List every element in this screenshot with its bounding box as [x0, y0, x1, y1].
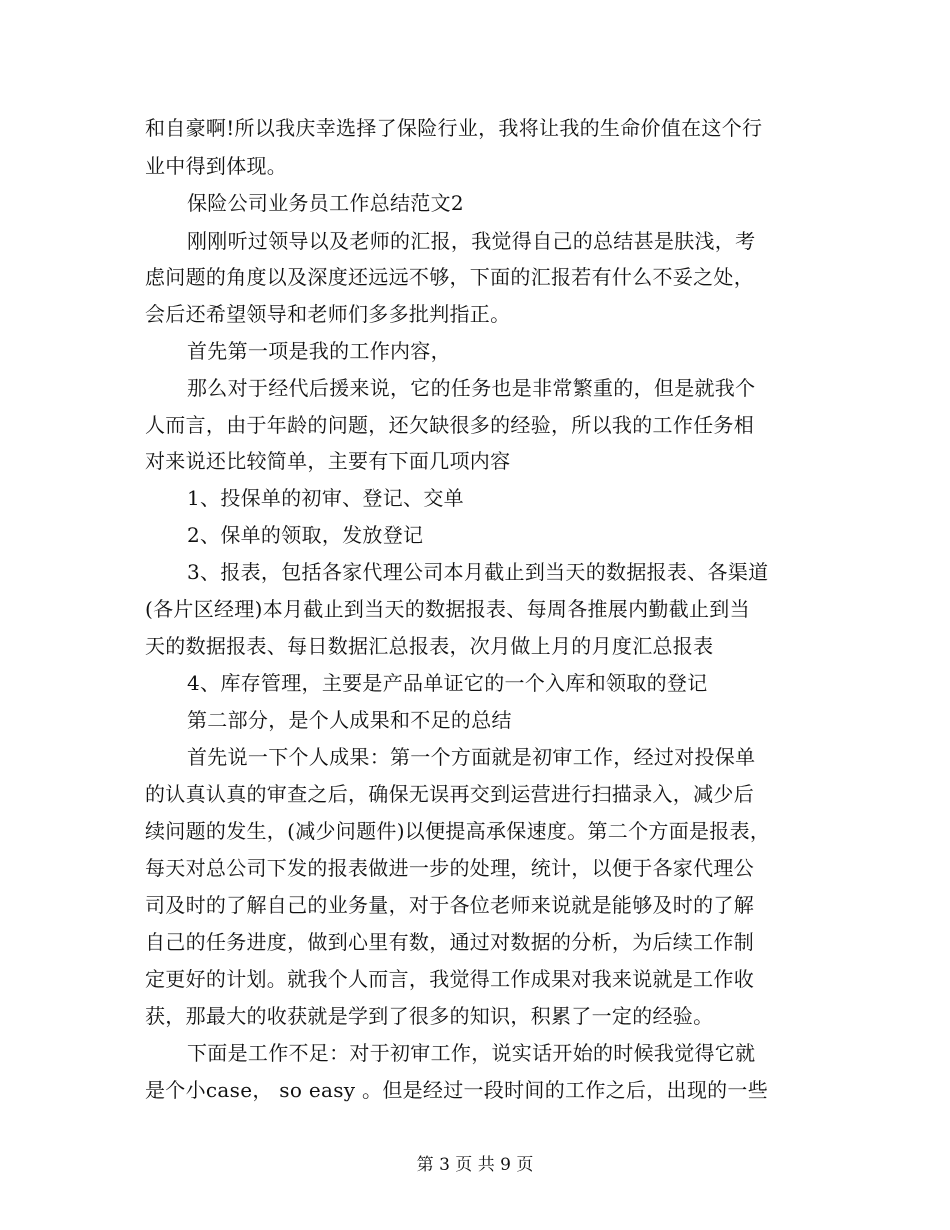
text-line: 的认真认真的审查之后，确保无误再交到运营进行扫描录入，减少后	[145, 782, 754, 806]
list-item: 2、保单的领取，发放登记	[187, 523, 424, 547]
text-line: 业中得到体现。	[145, 154, 288, 178]
list-item: 1、投保单的初审、登记、交单	[187, 486, 464, 510]
text-line: 每天对总公司下发的报表做进一步的处理，统计，以便于各家代理公	[145, 856, 754, 880]
text-line: 定更好的计划。就我个人而言，我觉得工作成果对我来说就是工作收	[145, 967, 754, 991]
text-line: 下面是工作不足：对于初审工作，说实话开始的时候我觉得它就	[187, 1041, 756, 1065]
section-heading: 第二部分，是个人成果和不足的总结	[187, 708, 512, 732]
text-line: 会后还希望领导和老师们多多批判指正。	[145, 302, 511, 326]
text-line: 和自豪啊!所以我庆幸选择了保险行业，我将让我的生命价值在这个行	[145, 116, 763, 140]
text-line: 虑问题的角度以及深度还远远不够，下面的汇报若有什么不妥之处，	[145, 265, 754, 289]
text-line: 是个小case， so easy 。但是经过一段时间的工作之后，出现的一些	[145, 1078, 769, 1102]
text-line: 对来说还比较简单，主要有下面几项内容	[145, 449, 511, 473]
text-line: 首先说一下个人成果：第一个方面就是初审工作，经过对投保单	[187, 745, 756, 769]
text-line: 首先第一项是我的工作内容，	[187, 339, 451, 363]
list-item: 3、报表，包括各家代理公司本月截止到当天的数据报表、各渠道	[187, 560, 769, 584]
text-line: 天的数据报表、每日数据汇总报表，次月做上月的月度汇总报表	[145, 634, 714, 658]
text-line: 续问题的发生，(减少问题件)以便提高承保速度。第二个方面是报表，	[145, 819, 771, 843]
text-line: 刚刚听过领导以及老师的汇报，我觉得自己的总结甚是肤浅，考	[187, 229, 756, 253]
text-line: 自己的任务进度，做到心里有数，通过对数据的分析，为后续工作制	[145, 930, 754, 954]
list-item: 4、库存管理，主要是产品单证它的一个入库和领取的登记	[187, 671, 708, 695]
text-line: 那么对于经代后援来说，它的任务也是非常繁重的，但是就我个	[187, 376, 756, 400]
text-line: 司及时的了解自己的业务量，对于各位老师来说就是能够及时的了解	[145, 893, 754, 917]
page-number: 第 3 页 共 9 页	[416, 1155, 534, 1175]
text-line: (各片区经理)本月截止到当天的数据报表、每周各推展内勤截止到当	[145, 597, 750, 621]
text-line: 获，那最大的收获就是学到了很多的知识，积累了一定的经验。	[145, 1004, 714, 1028]
text-line: 人而言，由于年龄的问题，还欠缺很多的经验，所以我的工作任务相	[145, 413, 754, 437]
section-heading: 保险公司业务员工作总结范文2	[187, 191, 464, 215]
